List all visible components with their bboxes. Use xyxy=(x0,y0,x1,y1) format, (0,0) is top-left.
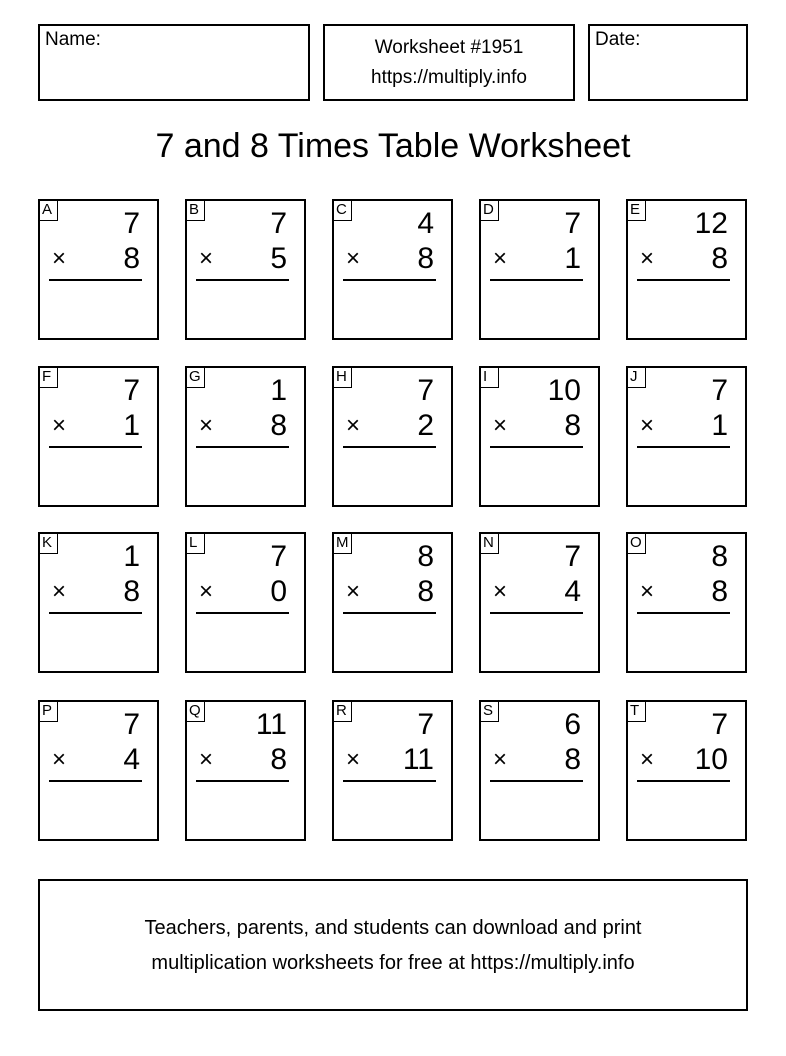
problem-bottom-number: 1 xyxy=(711,409,728,442)
problem-box[interactable] xyxy=(479,700,600,841)
problem-bottom-number: 1 xyxy=(564,242,581,275)
multiply-sign: × xyxy=(199,746,214,773)
worksheet-number: Worksheet #1951 xyxy=(374,37,524,58)
problem-box[interactable] xyxy=(626,366,747,507)
problem-box[interactable] xyxy=(38,532,159,673)
multiply-sign: × xyxy=(346,245,361,272)
problem-bottom-number: 1 xyxy=(123,409,140,442)
answer-line xyxy=(49,612,142,614)
problem-top-number: 12 xyxy=(694,207,728,240)
problem-box[interactable] xyxy=(479,366,600,507)
answer-line xyxy=(490,780,583,782)
problem-box[interactable] xyxy=(185,366,306,507)
answer-line xyxy=(490,446,583,448)
answer-line xyxy=(637,780,730,782)
problem-bottom-number: 8 xyxy=(711,242,728,275)
problem-box[interactable] xyxy=(38,366,159,507)
problem-box[interactable] xyxy=(479,532,600,673)
problem-letter: E xyxy=(627,200,646,221)
problem-top-number: 1 xyxy=(270,374,287,407)
problem-box[interactable] xyxy=(185,199,306,340)
answer-line xyxy=(637,279,730,281)
footer-box xyxy=(38,879,748,1011)
answer-line xyxy=(343,279,436,281)
problem-top-number: 8 xyxy=(417,540,434,573)
problem-box[interactable] xyxy=(626,199,747,340)
multiply-sign: × xyxy=(493,746,508,773)
problem-top-number: 6 xyxy=(564,708,581,741)
problem-letter: N xyxy=(480,533,499,554)
footer-line-1: Teachers, parents, and students can download and print xyxy=(144,917,642,939)
problem-letter: M xyxy=(333,533,352,554)
multiply-sign: × xyxy=(493,412,508,439)
problem-bottom-number: 8 xyxy=(417,575,434,608)
answer-line xyxy=(490,612,583,614)
problem-letter: G xyxy=(186,367,205,388)
answer-line xyxy=(49,780,142,782)
problem-bottom-number: 4 xyxy=(564,575,581,608)
problem-top-number: 7 xyxy=(123,708,140,741)
problem-box[interactable] xyxy=(332,366,453,507)
problem-bottom-number: 11 xyxy=(402,743,434,776)
problem-bottom-number: 8 xyxy=(270,409,287,442)
multiply-sign: × xyxy=(346,578,361,605)
name-label: Name: xyxy=(45,29,101,50)
problem-top-number: 7 xyxy=(417,374,434,407)
problem-top-number: 7 xyxy=(123,374,140,407)
problem-bottom-number: 8 xyxy=(123,242,140,275)
problem-letter: T xyxy=(627,701,646,722)
answer-line xyxy=(343,780,436,782)
problem-letter: D xyxy=(480,200,499,221)
multiply-sign: × xyxy=(199,412,214,439)
problem-bottom-number: 5 xyxy=(270,242,287,275)
answer-line xyxy=(343,612,436,614)
problem-top-number: 7 xyxy=(564,207,581,240)
problem-letter: R xyxy=(333,701,352,722)
problem-top-number: 11 xyxy=(255,708,287,741)
problem-letter: A xyxy=(39,200,58,221)
problem-top-number: 1 xyxy=(123,540,140,573)
problem-letter: F xyxy=(39,367,58,388)
problem-top-number: 10 xyxy=(547,374,581,407)
multiply-sign: × xyxy=(52,412,67,439)
multiply-sign: × xyxy=(493,578,508,605)
problem-letter: I xyxy=(480,367,499,388)
multiply-sign: × xyxy=(493,245,508,272)
problem-top-number: 7 xyxy=(711,374,728,407)
problem-top-number: 7 xyxy=(270,540,287,573)
problem-letter: O xyxy=(627,533,646,554)
problem-letter: H xyxy=(333,367,352,388)
answer-line xyxy=(49,279,142,281)
problem-bottom-number: 4 xyxy=(123,743,140,776)
page-title: 7 and 8 Times Table Worksheet xyxy=(155,127,631,165)
answer-line xyxy=(637,446,730,448)
answer-line xyxy=(196,612,289,614)
problem-letter: S xyxy=(480,701,499,722)
answer-line xyxy=(196,279,289,281)
problem-box[interactable] xyxy=(332,199,453,340)
answer-line xyxy=(196,780,289,782)
answer-line xyxy=(196,446,289,448)
problem-top-number: 7 xyxy=(123,207,140,240)
problem-bottom-number: 10 xyxy=(694,743,728,776)
site-url: https://multiply.info xyxy=(371,67,527,88)
multiply-sign: × xyxy=(640,245,655,272)
multiply-sign: × xyxy=(199,578,214,605)
problem-box[interactable] xyxy=(479,199,600,340)
problem-box[interactable] xyxy=(38,199,159,340)
answer-line xyxy=(637,612,730,614)
problem-letter: L xyxy=(186,533,205,554)
problem-letter: J xyxy=(627,367,646,388)
footer-line-2: multiplication worksheets for free at https://multiply.info xyxy=(151,952,635,974)
problem-top-number: 8 xyxy=(711,540,728,573)
multiply-sign: × xyxy=(640,578,655,605)
problem-letter: B xyxy=(186,200,205,221)
problem-top-number: 4 xyxy=(417,207,434,240)
problem-letter: Q xyxy=(186,701,205,722)
multiply-sign: × xyxy=(346,746,361,773)
multiply-sign: × xyxy=(52,746,67,773)
multiply-sign: × xyxy=(52,578,67,605)
problem-bottom-number: 8 xyxy=(123,575,140,608)
problem-box[interactable] xyxy=(626,532,747,673)
problem-bottom-number: 8 xyxy=(417,242,434,275)
date-label: Date: xyxy=(595,29,641,50)
problem-bottom-number: 2 xyxy=(417,409,434,442)
answer-line xyxy=(490,279,583,281)
problem-top-number: 7 xyxy=(711,708,728,741)
problem-bottom-number: 8 xyxy=(270,743,287,776)
multiply-sign: × xyxy=(199,245,214,272)
multiply-sign: × xyxy=(346,412,361,439)
problem-box[interactable] xyxy=(626,700,747,841)
problem-box[interactable] xyxy=(38,700,159,841)
problem-letter: K xyxy=(39,533,58,554)
multiply-sign: × xyxy=(640,412,655,439)
problem-letter: P xyxy=(39,701,58,722)
answer-line xyxy=(49,446,142,448)
multiply-sign: × xyxy=(640,746,655,773)
problem-bottom-number: 8 xyxy=(711,575,728,608)
problem-bottom-number: 0 xyxy=(270,575,287,608)
problem-top-number: 7 xyxy=(417,708,434,741)
problem-bottom-number: 8 xyxy=(564,409,581,442)
problem-box[interactable] xyxy=(185,700,306,841)
problem-box[interactable] xyxy=(185,532,306,673)
problem-letter: C xyxy=(333,200,352,221)
problem-top-number: 7 xyxy=(270,207,287,240)
problem-box[interactable] xyxy=(332,532,453,673)
problem-bottom-number: 8 xyxy=(564,743,581,776)
problem-box[interactable] xyxy=(332,700,453,841)
multiply-sign: × xyxy=(52,245,67,272)
answer-line xyxy=(343,446,436,448)
problem-top-number: 7 xyxy=(564,540,581,573)
